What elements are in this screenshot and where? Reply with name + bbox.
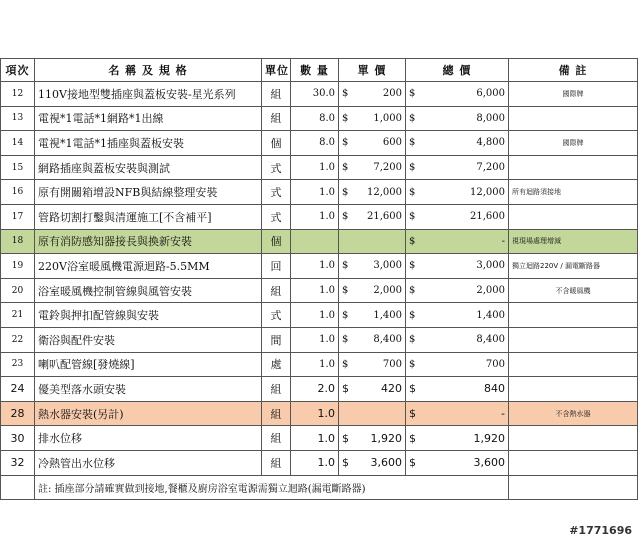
total-price-cell: 6,000	[423, 82, 509, 107]
item-name-cell: 浴室暖風機控制管線與風管安裝	[35, 278, 262, 303]
total-price-cell: -	[423, 229, 509, 254]
item-number-cell: 13	[1, 106, 35, 131]
remarks-cell: 國際牌	[509, 82, 638, 107]
total-price-cell: 8,400	[423, 327, 509, 352]
item-name-cell: 冷熱管出水位移	[35, 450, 262, 475]
quantity-cell: 2.0	[291, 377, 339, 402]
quantity-cell: 1.0	[291, 401, 339, 426]
unit-price-currency: $	[339, 278, 354, 303]
quantity-cell: 8.0	[291, 131, 339, 156]
header-row	[1, 59, 638, 82]
unit-price-cell: 1,400	[354, 303, 406, 328]
total-price-cell: 21,600	[423, 204, 509, 229]
unit-cell: 處	[262, 352, 291, 377]
remarks-cell: 不含熱水器	[509, 401, 638, 426]
footer-note: 註: 插座部分請確實做到接地,餐櫃及廚房浴室電源需獨立迴路(漏電斷路器)	[35, 475, 509, 500]
quantity-cell: 1.0	[291, 155, 339, 180]
unit-cell: 個	[262, 131, 291, 156]
table-row	[1, 327, 638, 352]
quantity-cell: 1.0	[291, 426, 339, 451]
total-price-currency: $	[406, 82, 423, 107]
item-name-cell: 管路切割打鑿與清運施工[不含補平]	[35, 204, 262, 229]
remarks-cell	[509, 327, 638, 352]
unit-cell: 式	[262, 303, 291, 328]
watermark-id: #1771696	[569, 524, 632, 537]
unit-price-cell: 3,000	[354, 254, 406, 279]
total-price-currency: $	[406, 352, 423, 377]
header-total-price: 總 價	[406, 59, 509, 82]
remarks-cell	[509, 426, 638, 451]
unit-price-currency: $	[339, 82, 354, 107]
total-price-currency: $	[406, 401, 423, 426]
table-row	[1, 278, 638, 303]
table-row	[1, 82, 638, 107]
item-name-cell: 電鈴與押扣配管線與安裝	[35, 303, 262, 328]
unit-price-currency: $	[339, 303, 354, 328]
item-number-cell: 21	[1, 303, 35, 328]
item-name-cell: 優美型落水頭安裝	[35, 377, 262, 402]
total-price-currency: $	[406, 327, 423, 352]
header-item-no: 項次	[1, 59, 35, 82]
table-row	[1, 204, 638, 229]
total-price-cell: 840	[423, 377, 509, 402]
item-name-cell: 電視*1電話*1插座與蓋板安裝	[35, 131, 262, 156]
header-unit-price: 單 價	[339, 59, 406, 82]
total-price-cell: 12,000	[423, 180, 509, 205]
remarks-cell: 視現場處理增減	[509, 229, 638, 254]
item-number-cell: 20	[1, 278, 35, 303]
unit-price-cell: 8,400	[354, 327, 406, 352]
item-number-cell: 24	[1, 377, 35, 402]
total-price-cell: 1,400	[423, 303, 509, 328]
quantity-cell: 1.0	[291, 303, 339, 328]
unit-price-currency: $	[339, 450, 354, 475]
unit-price-currency: $	[339, 204, 354, 229]
unit-price-cell: 200	[354, 82, 406, 107]
remarks-cell: 獨立迴路220V / 漏電斷路器	[509, 254, 638, 279]
unit-price-cell: 1,920	[354, 426, 406, 451]
total-price-currency: $	[406, 180, 423, 205]
table-row	[1, 131, 638, 156]
total-price-cell: 700	[423, 352, 509, 377]
table-row	[1, 426, 638, 451]
item-number-cell: 19	[1, 254, 35, 279]
item-name-cell: 網路插座與蓋板安裝與測試	[35, 155, 262, 180]
unit-price-cell: 1,000	[354, 106, 406, 131]
unit-cell: 組	[262, 82, 291, 107]
item-name-cell: 喇叭配管線[發燒線]	[35, 352, 262, 377]
total-price-currency: $	[406, 106, 423, 131]
table-row	[1, 352, 638, 377]
item-number-cell: 23	[1, 352, 35, 377]
unit-price-cell	[354, 401, 406, 426]
remarks-cell	[509, 352, 638, 377]
item-number-cell: 32	[1, 450, 35, 475]
unit-price-cell: 7,200	[354, 155, 406, 180]
remarks-cell	[509, 106, 638, 131]
quantity-cell	[291, 229, 339, 254]
unit-cell: 間	[262, 327, 291, 352]
unit-price-cell	[354, 229, 406, 254]
unit-price-currency: $	[339, 426, 354, 451]
item-number-cell: 14	[1, 131, 35, 156]
total-price-currency: $	[406, 450, 423, 475]
remarks-cell	[509, 155, 638, 180]
table-row	[1, 254, 638, 279]
remarks-cell: 所有迴路須接地	[509, 180, 638, 205]
header-quantity: 數 量	[291, 59, 339, 82]
unit-price-currency: $	[339, 352, 354, 377]
unit-cell: 組	[262, 106, 291, 131]
unit-price-cell: 2,000	[354, 278, 406, 303]
total-price-cell: 3,600	[423, 450, 509, 475]
total-price-currency: $	[406, 377, 423, 402]
remarks-cell	[509, 377, 638, 402]
quotation-sheet	[0, 58, 638, 500]
quantity-cell: 1.0	[291, 278, 339, 303]
unit-price-currency	[339, 229, 354, 254]
total-price-cell: 7,200	[423, 155, 509, 180]
quantity-cell: 1.0	[291, 450, 339, 475]
total-price-cell: -	[423, 401, 509, 426]
footer-row	[1, 475, 638, 500]
unit-price-currency: $	[339, 131, 354, 156]
table-row	[1, 303, 638, 328]
item-name-cell: 熱水器安裝(另計)	[35, 401, 262, 426]
unit-price-currency: $	[339, 377, 354, 402]
header-unit: 單位	[262, 59, 291, 82]
unit-price-currency: $	[339, 155, 354, 180]
item-number-cell: 22	[1, 327, 35, 352]
total-price-cell: 1,920	[423, 426, 509, 451]
item-name-cell: 原有開關箱增設NFB與結線整理安裝	[35, 180, 262, 205]
table-body	[1, 82, 638, 476]
unit-price-cell: 600	[354, 131, 406, 156]
header-remarks: 備 註	[509, 59, 638, 82]
table-row	[1, 401, 638, 426]
total-price-currency: $	[406, 426, 423, 451]
table-row	[1, 180, 638, 205]
item-number-cell: 18	[1, 229, 35, 254]
quantity-cell: 1.0	[291, 204, 339, 229]
total-price-currency: $	[406, 254, 423, 279]
total-price-cell: 3,000	[423, 254, 509, 279]
item-number-cell: 15	[1, 155, 35, 180]
total-price-cell: 2,000	[423, 278, 509, 303]
table-row	[1, 377, 638, 402]
total-price-currency: $	[406, 204, 423, 229]
total-price-currency: $	[406, 303, 423, 328]
unit-price-cell: 12,000	[354, 180, 406, 205]
unit-price-currency: $	[339, 327, 354, 352]
item-number-cell: 28	[1, 401, 35, 426]
table-row	[1, 106, 638, 131]
remarks-cell	[509, 450, 638, 475]
item-name-cell: 衛浴與配件安裝	[35, 327, 262, 352]
quantity-cell: 30.0	[291, 82, 339, 107]
unit-price-cell: 700	[354, 352, 406, 377]
item-number-cell: 17	[1, 204, 35, 229]
unit-cell: 式	[262, 204, 291, 229]
header-name-spec: 名 稱 及 規 格	[35, 59, 262, 82]
remarks-cell	[509, 204, 638, 229]
table-row	[1, 229, 638, 254]
unit-cell: 組	[262, 426, 291, 451]
quantity-cell: 1.0	[291, 254, 339, 279]
remarks-cell	[509, 303, 638, 328]
unit-cell: 回	[262, 254, 291, 279]
unit-cell: 組	[262, 450, 291, 475]
quotation-table	[0, 58, 638, 500]
unit-price-cell: 420	[354, 377, 406, 402]
unit-cell: 組	[262, 278, 291, 303]
item-name-cell: 原有消防感知器接長與換新安裝	[35, 229, 262, 254]
table-row	[1, 155, 638, 180]
table-row	[1, 450, 638, 475]
remarks-cell: 不含暖風機	[509, 278, 638, 303]
item-number-cell: 12	[1, 82, 35, 107]
item-number-cell: 30	[1, 426, 35, 451]
unit-price-currency: $	[339, 180, 354, 205]
unit-cell: 個	[262, 229, 291, 254]
total-price-currency: $	[406, 229, 423, 254]
unit-price-currency	[339, 401, 354, 426]
total-price-cell: 4,800	[423, 131, 509, 156]
total-price-currency: $	[406, 155, 423, 180]
total-price-currency: $	[406, 131, 423, 156]
unit-price-cell: 3,600	[354, 450, 406, 475]
total-price-cell: 8,000	[423, 106, 509, 131]
unit-cell: 組	[262, 401, 291, 426]
item-number-cell: 16	[1, 180, 35, 205]
unit-cell: 組	[262, 377, 291, 402]
item-name-cell: 排水位移	[35, 426, 262, 451]
total-price-currency: $	[406, 278, 423, 303]
quantity-cell: 1.0	[291, 352, 339, 377]
quantity-cell: 8.0	[291, 106, 339, 131]
remarks-cell: 國際牌	[509, 131, 638, 156]
quantity-cell: 1.0	[291, 180, 339, 205]
unit-price-cell: 21,600	[354, 204, 406, 229]
unit-cell: 式	[262, 180, 291, 205]
unit-cell: 式	[262, 155, 291, 180]
item-name-cell: 電視*1電話*1網路*1出線	[35, 106, 262, 131]
item-name-cell: 110V接地型雙插座與蓋板安裝-星光系列	[35, 82, 262, 107]
unit-price-currency: $	[339, 254, 354, 279]
item-name-cell: 220V浴室暖風機電源迴路-5.5MM	[35, 254, 262, 279]
quantity-cell: 1.0	[291, 327, 339, 352]
unit-price-currency: $	[339, 106, 354, 131]
